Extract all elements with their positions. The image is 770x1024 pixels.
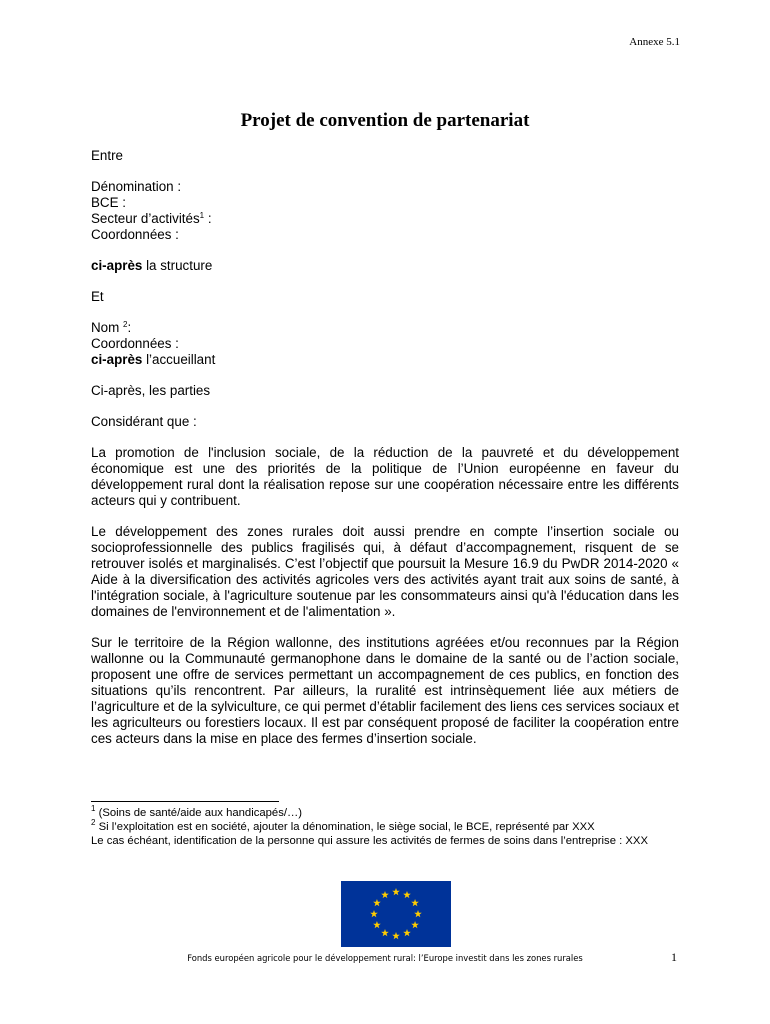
accueillant-block xyxy=(91,320,679,368)
ci-apres-accueillant: ci-après l’accueillant xyxy=(91,352,216,367)
footnote-extra: Le cas échéant, identification de la personne qui assure les activités de fermes de soins dans l’entreprise : XXX xyxy=(91,835,649,847)
page-number: 1 xyxy=(671,950,677,964)
footnote-ref-1: 1 xyxy=(199,211,205,220)
eu-flag-svg xyxy=(341,881,451,947)
paragraph-1: La promotion de l'inclusion sociale, de la réduction de la pauvreté et du développement économique est une des priorités de la politique de l’Union européenne en faveur du développement rural dont la réalisation repose sur une coopération nécessaire entre les différents acteurs qui y contribuent. xyxy=(91,445,679,508)
nom-label: Nom $^2$: xyxy=(91,320,132,335)
annex-label: Annexe 5.1 xyxy=(629,36,680,48)
footnote-2: $^2$ Si l’exploitation est en société, ajouter la dénomination, le siège social, le BCE, représenté par XXX xyxy=(91,818,595,833)
coordonnees-accueillant-label: Coordonnées : xyxy=(91,336,179,351)
document-body xyxy=(91,148,679,762)
footer-text: Fonds européen agricole pour le développement rural: l’Europe investit dans les zones rurales xyxy=(187,953,583,963)
et-label: Et xyxy=(91,289,104,304)
bce-label: BCE : xyxy=(91,195,126,210)
footnote-1: $^1$ (Soins de santé/aide aux handicapés/…) xyxy=(91,804,303,819)
coordonnees-label: Coordonnées : xyxy=(91,227,179,242)
structure-block xyxy=(91,179,679,243)
paragraph-3: Sur le territoire de la Région wallonne, des institutions agréées et/ou reconnues par la Région wallonne ou la Communauté germanophone dans le domaine de la santé ou de l’action sociale, proposent une offre de services permettant un accompagnement de ces publics, en fonction des situations qu’ils rencontrent. Par ailleurs, la ruralité est intrinsèquement liée aux métiers de l’agriculture et de la sylviculture, ce qui permet d’établir facilement des liens ces services sociaux et les agriculteurs ou forestiers locaux. Il est par conséquent proposé de faciliter la coopération entre ces acteurs dans la mise en place des fermes d’insertion sociale. xyxy=(91,635,679,746)
secteur-label: Secteur d’activités$^1$ : xyxy=(91,211,212,226)
intro-entre: Entre xyxy=(91,148,124,163)
eu-flag-icon xyxy=(341,881,451,947)
footnote-ref-2: 2 xyxy=(123,320,128,329)
ci-apres-structure: ci-après la structure xyxy=(91,258,213,273)
paragraph-2: Le développement des zones rurales doit aussi prendre en compte l’insertion sociale ou socioprofessionnelle des publics fragilisés qui, à défaut d’accompagnement, risquent de se retrouver isolés et marginalisés. C’est l’objectif que poursuit la Mesure 16.9 du PwDR 2014-2020 « Aide à la diversification des activités agricoles vers des activités ayant trait aux soins de santé, à l'intégration sociale, à l'agriculture soutenue par les consommateurs ainsi qu'à l'éducation dans les domaines de l'environnement et de l'alimentation ». xyxy=(91,524,679,619)
parties-label: Ci-après, les parties xyxy=(91,383,211,398)
footnote-separator xyxy=(91,801,279,802)
considerant-label: Considérant que : xyxy=(91,414,197,429)
document-title: Projet de convention de partenariat xyxy=(240,110,530,131)
footnotes xyxy=(91,806,679,848)
denomination-label: Dénomination : xyxy=(91,179,182,194)
